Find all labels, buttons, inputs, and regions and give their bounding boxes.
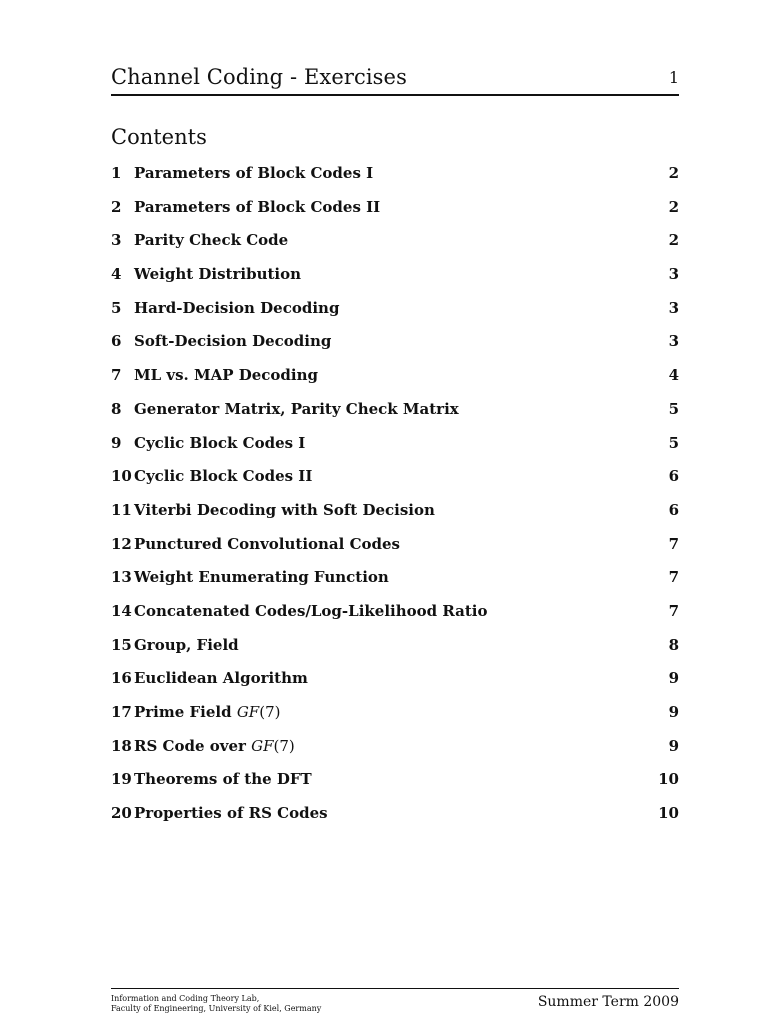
page-footer bbox=[111, 988, 679, 1019]
toc-entry-math: GF bbox=[236, 703, 260, 721]
toc-entry-number: 18 bbox=[111, 736, 132, 755]
toc-entry-math-arg: (7) bbox=[273, 736, 295, 755]
toc-entry-title-text: Soft-Decision Decoding bbox=[134, 332, 332, 351]
footer-term: Summer Term 2009 bbox=[537, 994, 679, 1010]
toc-entry-number: 7 bbox=[111, 366, 122, 385]
toc-entry-title bbox=[134, 497, 435, 523]
toc-entry-title bbox=[134, 800, 328, 826]
toc-entry[interactable] bbox=[111, 733, 679, 767]
contents-heading: Contents bbox=[111, 125, 207, 149]
toc-entry-number: 3 bbox=[111, 231, 122, 250]
toc-entry-title bbox=[134, 531, 400, 557]
toc-entry-number: 14 bbox=[111, 601, 132, 620]
toc-entry-page: 3 bbox=[668, 298, 679, 317]
toc-entry-page: 10 bbox=[658, 770, 679, 789]
toc-entry-title-text: Weight Distribution bbox=[134, 265, 302, 284]
footer-affiliation-line2: Faculty of Engineering, University of Kiel, Germany bbox=[111, 1004, 322, 1013]
toc-entry[interactable] bbox=[111, 396, 679, 430]
toc-entry-number: 13 bbox=[111, 568, 132, 587]
toc-entry-title bbox=[134, 699, 280, 725]
toc-entry-title bbox=[134, 261, 301, 287]
footer-affiliation bbox=[111, 994, 321, 1014]
toc-entry-number: 11 bbox=[111, 500, 132, 519]
toc-entry[interactable] bbox=[111, 665, 679, 699]
toc-entry-page: 9 bbox=[668, 669, 679, 688]
toc-entry-page: 5 bbox=[668, 399, 679, 418]
toc-entry-title-text: Generator Matrix, Parity Check Matrix bbox=[134, 399, 459, 418]
toc-entry-number: 17 bbox=[111, 703, 132, 721]
toc-entry-page: 7 bbox=[668, 601, 679, 620]
toc-entry-number: 1 bbox=[111, 164, 122, 182]
toc-entry[interactable] bbox=[111, 328, 679, 362]
toc-entry-page: 2 bbox=[668, 231, 679, 250]
toc-entry-title bbox=[134, 598, 488, 624]
toc-entry[interactable] bbox=[111, 261, 679, 295]
toc-entry-title bbox=[134, 665, 308, 691]
toc-entry[interactable] bbox=[111, 699, 679, 733]
toc-entry-number: 8 bbox=[111, 399, 122, 418]
toc-entry-number: 20 bbox=[111, 804, 132, 823]
toc-entry-title-text: Parameters of Block Codes I bbox=[134, 164, 374, 182]
toc-entry-page: 9 bbox=[668, 736, 679, 755]
toc-entry-number: 6 bbox=[111, 332, 122, 351]
document-title: Channel Coding - Exercises bbox=[111, 65, 407, 89]
toc-entry-number: 12 bbox=[111, 534, 132, 553]
toc-entry[interactable] bbox=[111, 227, 679, 261]
toc-entry[interactable] bbox=[111, 598, 679, 632]
toc-entry[interactable] bbox=[111, 295, 679, 329]
toc-entry-page: 9 bbox=[668, 703, 679, 721]
toc-entry[interactable] bbox=[111, 564, 679, 598]
toc-entry-page: 2 bbox=[668, 164, 679, 182]
toc-entry-page: 6 bbox=[668, 467, 679, 486]
toc-entry[interactable] bbox=[111, 497, 679, 531]
toc-entry-number: 19 bbox=[111, 770, 132, 789]
page-number: 1 bbox=[668, 68, 679, 87]
toc-entry-title-text: Prime Field bbox=[134, 703, 237, 721]
toc-entry-title bbox=[134, 430, 305, 456]
toc-entry-title bbox=[134, 766, 312, 792]
toc-entry[interactable] bbox=[111, 430, 679, 464]
footer-affiliation-line1: Information and Coding Theory Lab, bbox=[111, 994, 260, 1003]
toc-entry-title-text: Theorems of the DFT bbox=[134, 770, 312, 789]
toc-entry-title-text: Group, Field bbox=[134, 635, 239, 654]
toc-entry-number: 5 bbox=[111, 298, 122, 317]
toc-entry[interactable] bbox=[111, 194, 679, 228]
toc-entry-page: 2 bbox=[668, 197, 679, 216]
table-of-contents bbox=[111, 160, 679, 834]
toc-entry[interactable] bbox=[111, 766, 679, 800]
toc-entry-page: 3 bbox=[668, 332, 679, 351]
toc-entry-title-text: Parity Check Code bbox=[134, 231, 289, 250]
toc-entry-title bbox=[134, 160, 373, 186]
toc-entry-title bbox=[134, 396, 459, 422]
toc-entry[interactable] bbox=[111, 463, 679, 497]
toc-entry[interactable] bbox=[111, 632, 679, 666]
toc-entry-title-text: Concatenated Codes/Log-Likelihood Ratio bbox=[134, 601, 488, 620]
toc-entry-page: 6 bbox=[668, 500, 679, 519]
toc-entry-title bbox=[134, 328, 331, 354]
toc-entry-title-text: RS Code over bbox=[134, 736, 252, 755]
toc-entry-number: 2 bbox=[111, 197, 122, 216]
toc-entry-title-text: Parameters of Block Codes II bbox=[134, 197, 381, 216]
toc-entry-page: 5 bbox=[668, 433, 679, 452]
toc-entry-page: 10 bbox=[658, 804, 679, 823]
toc-entry-page: 7 bbox=[668, 534, 679, 553]
toc-entry-page: 4 bbox=[668, 366, 679, 385]
toc-entry-number: 9 bbox=[111, 433, 122, 452]
toc-entry-title-text: Punctured Convolutional Codes bbox=[134, 534, 400, 553]
toc-entry-title-text: Viterbi Decoding with Soft Decision bbox=[134, 500, 435, 519]
toc-entry-title bbox=[134, 362, 318, 388]
toc-entry[interactable] bbox=[111, 160, 679, 194]
toc-entry-number: 10 bbox=[111, 467, 132, 486]
page-header bbox=[111, 62, 679, 96]
toc-entry-title bbox=[134, 194, 380, 220]
toc-entry-title bbox=[134, 632, 239, 658]
toc-entry[interactable] bbox=[111, 800, 679, 834]
toc-entry-number: 15 bbox=[111, 635, 132, 654]
toc-entry-math: GF bbox=[251, 736, 274, 755]
toc-entry-title-text: Hard-Decision Decoding bbox=[134, 298, 340, 317]
toc-entry-title bbox=[134, 463, 312, 489]
toc-entry-title bbox=[134, 227, 288, 253]
toc-entry-title-text: Properties of RS Codes bbox=[134, 804, 328, 823]
toc-entry-page: 3 bbox=[668, 265, 679, 284]
toc-entry-title-text: Euclidean Algorithm bbox=[134, 669, 308, 688]
toc-entry-math-arg: (7) bbox=[259, 703, 281, 721]
toc-entry-title-text: Cyclic Block Codes I bbox=[134, 433, 306, 452]
toc-entry-title-text: Cyclic Block Codes II bbox=[134, 467, 313, 486]
toc-entry[interactable] bbox=[111, 362, 679, 396]
toc-entry-title bbox=[134, 733, 295, 759]
toc-entry-number: 16 bbox=[111, 669, 132, 688]
toc-entry-number: 4 bbox=[111, 265, 122, 284]
toc-entry[interactable] bbox=[111, 531, 679, 565]
toc-entry-page: 7 bbox=[668, 568, 679, 587]
toc-entry-title bbox=[134, 295, 339, 321]
toc-entry-title bbox=[134, 564, 389, 590]
toc-entry-title-text: Weight Enumerating Function bbox=[134, 568, 389, 587]
toc-entry-page: 8 bbox=[668, 635, 679, 654]
toc-entry-title-text: ML vs. MAP Decoding bbox=[134, 366, 318, 385]
